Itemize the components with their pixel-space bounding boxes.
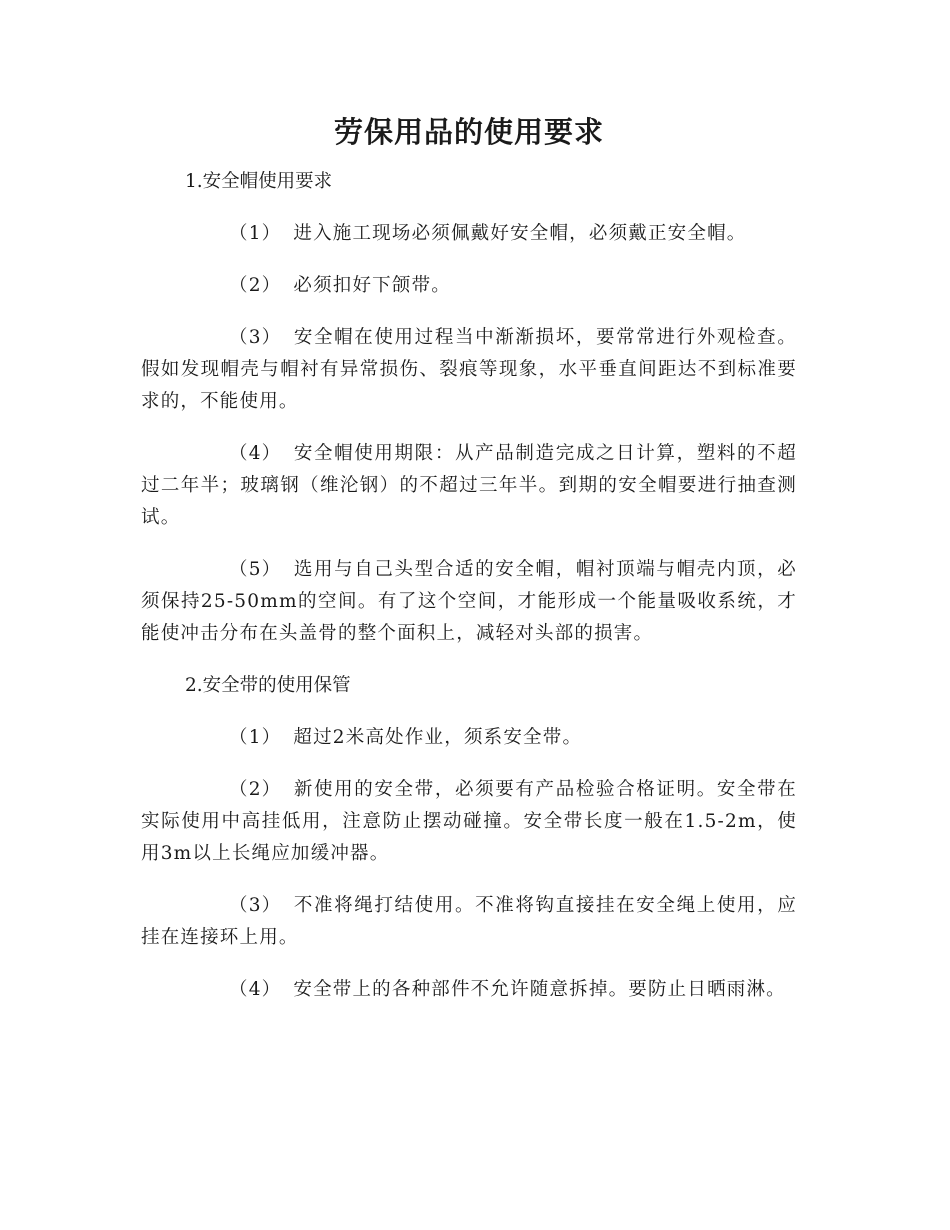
item-number: （3） [229, 895, 282, 916]
list-item [141, 438, 797, 534]
section-safety-belt [141, 670, 797, 1006]
item-text: 安全帽使用期限：从产品制造完成之日计算，塑料的不超过二年半；玻璃钢（维沦钢）的不超过三年半。到期的安全帽要进行抽查测试。 [141, 443, 797, 528]
item-text: 新使用的安全带，必须要有产品检验合格证明。安全带在实际使用中高挂低用，注意防止摆动碰撞。安全带长度一般在1.5-2m，使用3m以上长绳应加缓冲器。 [141, 779, 797, 864]
item-number: （1） [229, 223, 282, 244]
section-helmet [141, 166, 797, 650]
item-text: 进入施工现场必须佩戴好安全帽，必须戴正安全帽。 [293, 223, 747, 244]
list-item [141, 774, 797, 870]
list-item [141, 322, 797, 418]
list-item [141, 554, 797, 650]
item-text: 选用与自己头型合适的安全帽，帽衬顶端与帽壳内顶，必须保持25-50mm的空间。有了这个空间，才能形成一个能量吸收系统，才能使冲击分布在头盖骨的整个面积上，减轻对头部的损害。 [141, 559, 797, 644]
item-text: 安全带上的各种部件不允许随意拆掉。要防止日晒雨淋。 [293, 979, 786, 1000]
item-text: 不准将绳打结使用。不准将钩直接挂在安全绳上使用，应挂在连接环上用。 [141, 895, 797, 948]
item-number: （4） [229, 979, 282, 1000]
item-number: （2） [229, 275, 282, 296]
item-number: （2） [229, 779, 282, 800]
item-text: 安全帽在使用过程当中渐渐损坏，要常常进行外观检查。假如发现帽壳与帽衬有异常损伤、裂痕等现象，水平垂直间距达不到标准要求的，不能使用。 [141, 327, 797, 412]
list-item [141, 722, 797, 754]
document-page [141, 108, 797, 1006]
list-item [141, 270, 797, 302]
list-item [141, 218, 797, 250]
item-text: 超过2米高处作业，须系安全带。 [293, 727, 583, 748]
section-heading: 2.安全带的使用保管 [185, 675, 351, 696]
item-number: （3） [229, 327, 282, 348]
section-heading: 1.安全帽使用要求 [185, 171, 333, 192]
item-number: （4） [229, 443, 282, 464]
item-number: （5） [229, 559, 282, 580]
document-title: 劳保用品的使用要求 [333, 115, 604, 149]
list-item [141, 974, 797, 1006]
item-text: 必须扣好下颌带。 [293, 275, 451, 296]
item-number: （1） [229, 727, 282, 748]
list-item [141, 890, 797, 954]
